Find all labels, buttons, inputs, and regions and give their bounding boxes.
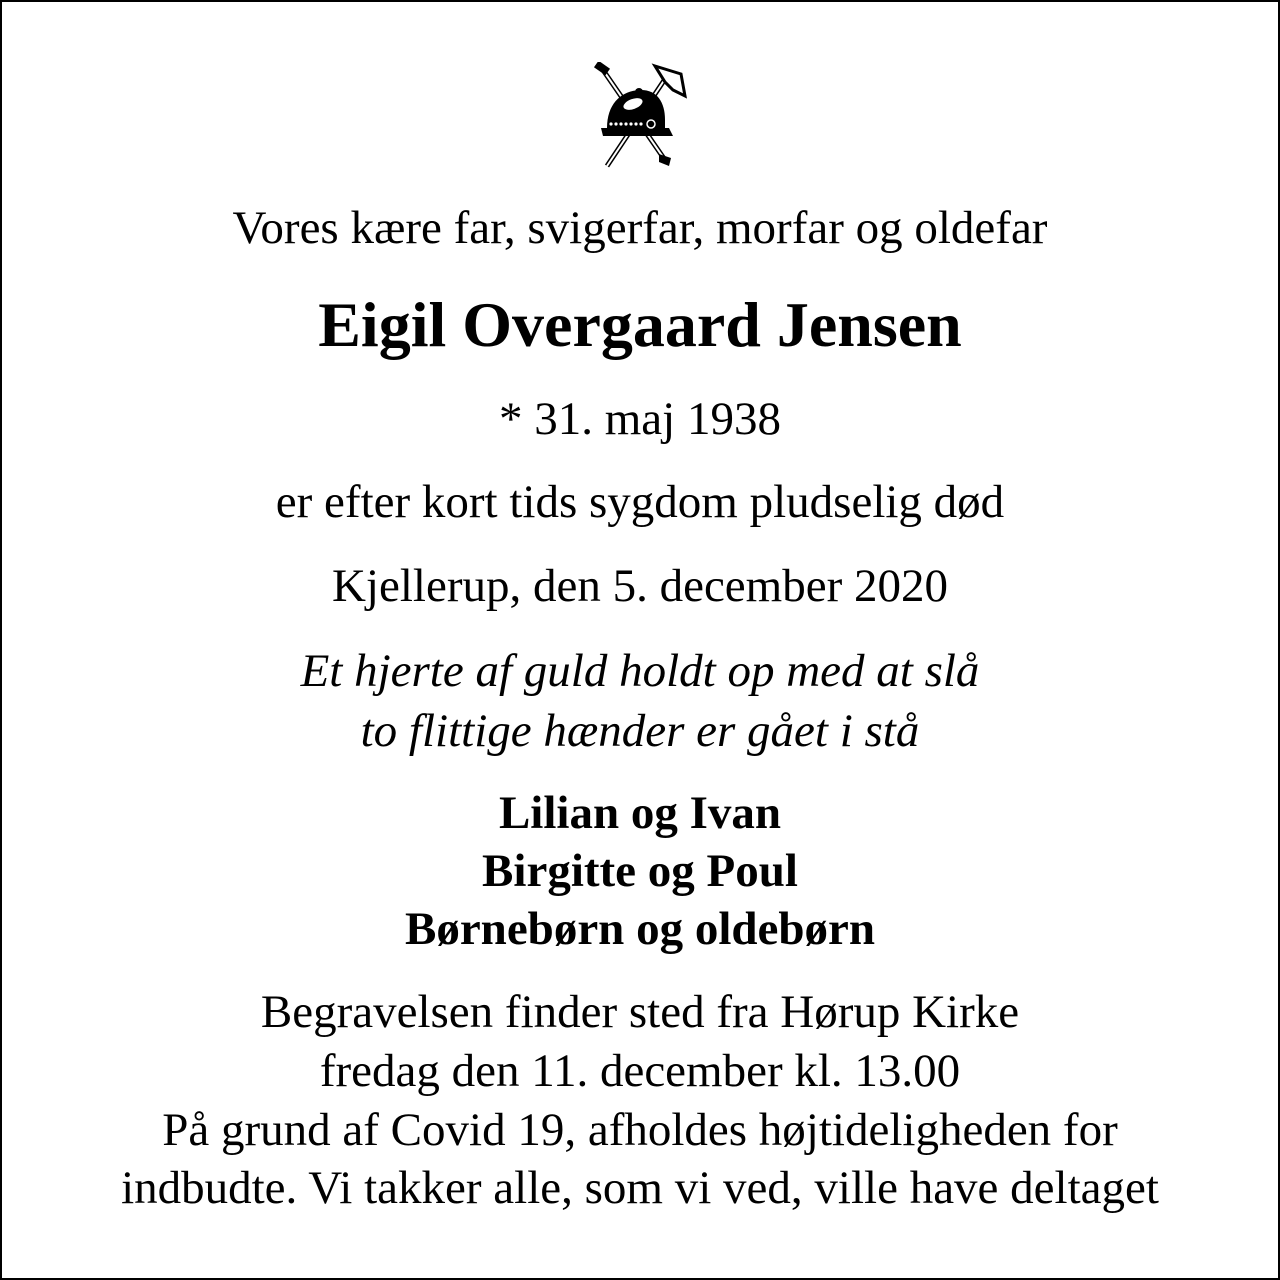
place-date: Kjellerup, den 5. december 2020 xyxy=(331,560,948,612)
family-line: Birgitte og Poul xyxy=(482,845,798,897)
funeral-line: fredag den 11. december kl. 13.00 xyxy=(319,1045,961,1097)
verse-line: to flittige hænder er gået i stå xyxy=(360,705,920,757)
family-line: Lilian og Ivan xyxy=(498,787,782,839)
deceased-name: Eigil Overgaard Jensen xyxy=(318,289,962,360)
family-line: Børnebørn og oldebørn xyxy=(404,903,876,955)
birth-date: * 31. maj 1938 xyxy=(499,393,781,445)
funeral-line: På grund af Covid 19, afholdes højtideligheden for xyxy=(162,1104,1118,1156)
funeral-line: Begravelsen finder sted fra Hørup Kirke xyxy=(260,986,1020,1038)
death-text: er efter kort tids sygdom pludselig død xyxy=(275,476,1005,528)
verse-line: Et hjerte af guld holdt op med at slå xyxy=(300,645,980,697)
funeral-line: indbudte. Vi takker alle, som vi ved, ville have deltaget xyxy=(121,1162,1159,1214)
firefighter-helmet-emblem-icon xyxy=(585,62,697,172)
intro-line: Vores kære far, svigerfar, morfar og oldefar xyxy=(232,202,1048,254)
